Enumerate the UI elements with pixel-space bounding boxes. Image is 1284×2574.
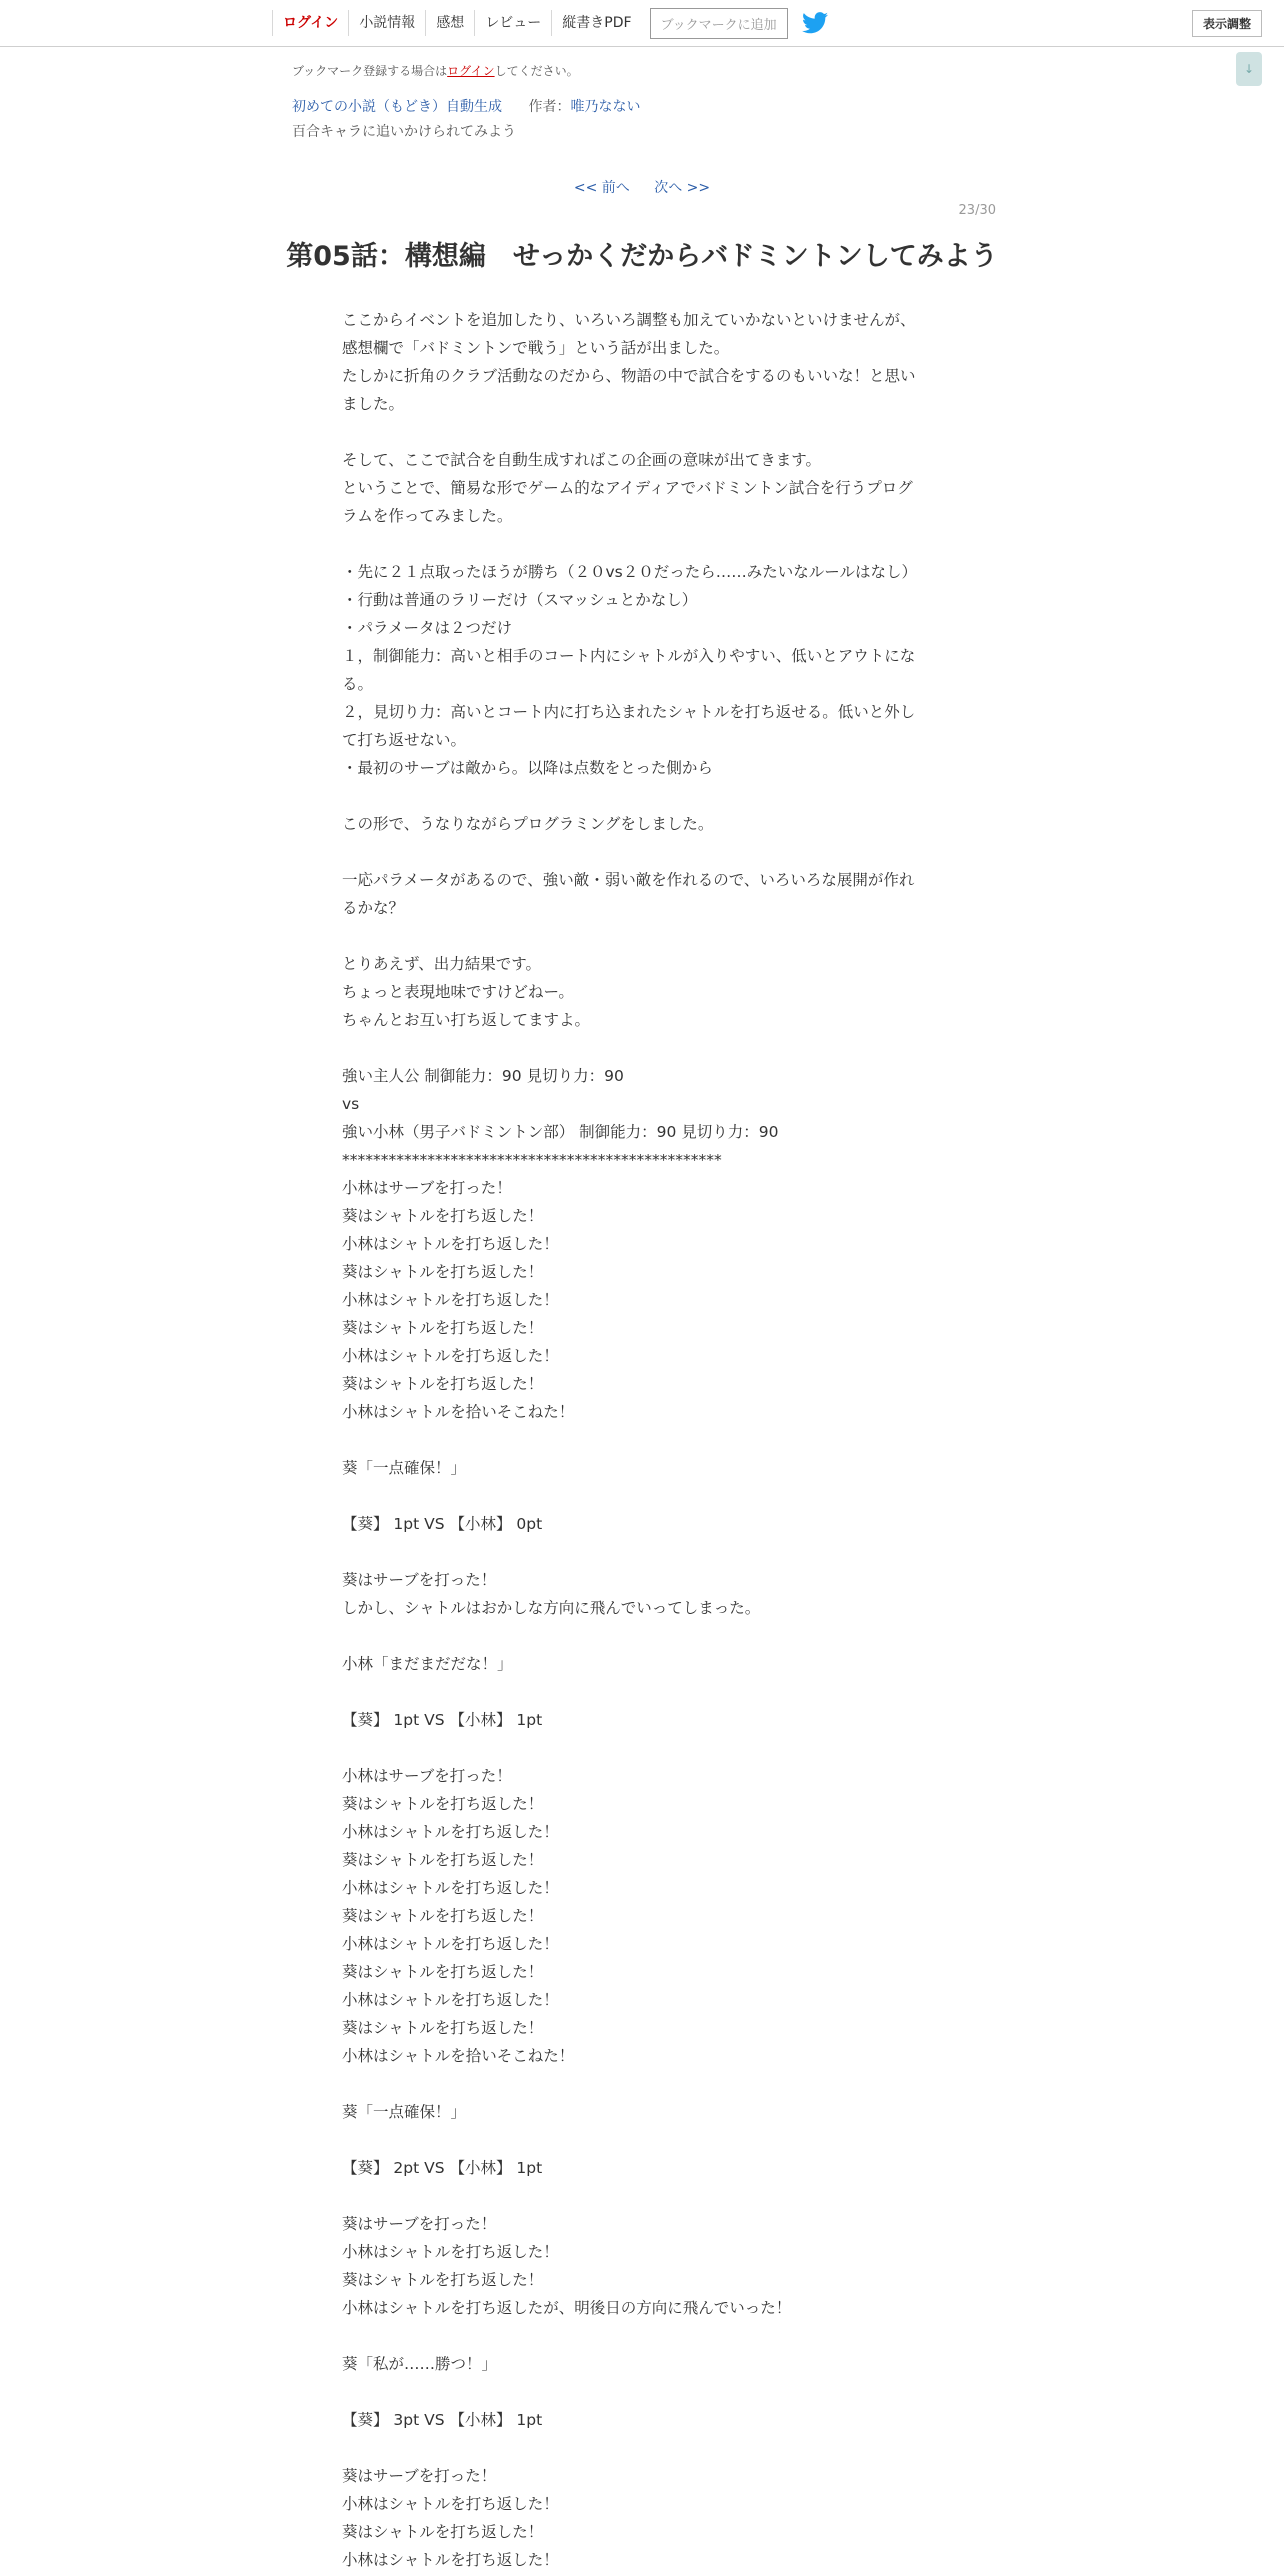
body-line: 葵はシャトルを打ち返した！ <box>342 1263 544 1281</box>
body-line: 小林はシャトルを打ち返した！ <box>342 1347 559 1365</box>
body-line: 葵はシャトルを打ち返した！ <box>342 1319 544 1337</box>
series-subtitle: 百合キャラに追いかけられてみよう <box>292 124 516 140</box>
body-line: 小林はシャトルを打ち返した！ <box>342 1235 559 1253</box>
nav-impressions-link[interactable]: 感想 <box>425 10 474 36</box>
body-line: この形で、うなりながらプログラミングをしました。 <box>342 815 714 833</box>
body-line: vs <box>342 1095 360 1113</box>
chapter-count: 23/30 <box>958 203 996 218</box>
body-line: 葵はシャトルを打ち返した！ <box>342 2523 544 2541</box>
body-line: 【葵】 3pt VS 【小林】 1pt <box>342 2411 543 2429</box>
body-line: 葵はシャトルを打ち返した！ <box>342 2019 544 2037</box>
blank-line <box>342 418 942 446</box>
body-line: 葵「私が……勝つ！」 <box>342 2355 498 2373</box>
body-line: るかな？ <box>342 899 405 917</box>
body-line: １，制御能力：高いと相手のコート内にシャトルが入りやすい、低いとアウトにな <box>342 647 916 665</box>
body-line: 【葵】 1pt VS 【小林】 0pt <box>342 1515 543 1533</box>
body-line: ラムを作ってみました。 <box>342 507 513 525</box>
notice-suffix: してください。 <box>494 64 579 78</box>
blank-line <box>342 1622 942 1650</box>
nav-vertical-pdf-link[interactable]: 縦書きPDF <box>551 10 641 36</box>
nav-login-link[interactable]: ログイン <box>272 10 348 36</box>
body-line: たしかに折角のクラブ活動なのだから、物語の中で試合をするのもいいな！と思い <box>342 367 916 385</box>
body-line: 葵はサーブを打った！ <box>342 2467 497 2485</box>
body-line: 【葵】 1pt VS 【小林】 1pt <box>342 1711 543 1729</box>
display-settings-button[interactable]: 表示調整 <box>1192 10 1262 37</box>
body-line: 小林はシャトルを打ち返した！ <box>342 2243 559 2261</box>
body-line: そして、ここで試合を自動生成すればこの企画の意味が出てきます。 <box>342 451 821 469</box>
body-line: 葵はシャトルを打ち返した！ <box>342 1963 544 1981</box>
body-line: ・先に２１点取ったほうが勝ち（２０vs２０だったら……みたいなルールはなし） <box>342 563 917 581</box>
blank-line <box>342 922 942 950</box>
body-line: 一応パラメータがあるので、強い敵・弱い敵を作れるので、いろいろな展開が作れ <box>342 871 915 889</box>
body-line: 葵はシャトルを打ち返した！ <box>342 1207 544 1225</box>
scroll-down-button[interactable]: ↓ <box>1236 52 1262 86</box>
body-line: 葵はサーブを打った！ <box>342 2215 497 2233</box>
body-line: ここからイベントを追加したり、いろいろ調整も加えていかないといけませんが、 <box>342 311 916 329</box>
body-line: 小林はシャトルを打ち返したが、明後日の方向に飛んでいった！ <box>342 2299 792 2317</box>
body-line: 小林はシャトルを打ち返した！ <box>342 1291 559 1309</box>
body-line: 葵はシャトルを打ち返した！ <box>342 1851 544 1869</box>
next-chapter-link[interactable]: 次へ >> <box>654 180 711 196</box>
blank-line <box>342 782 942 810</box>
body-line: 【葵】 2pt VS 【小林】 1pt <box>342 2159 543 2177</box>
notice-login-link[interactable]: ログイン <box>447 64 495 78</box>
blank-line <box>342 2126 942 2154</box>
top-nav <box>272 0 828 46</box>
body-line: る。 <box>342 675 374 693</box>
series-title-link[interactable]: 初めての小説（もどき）自動生成 <box>292 99 502 115</box>
body-line: 強い主人公 制御能力：90 見切り力：90 <box>342 1067 624 1085</box>
body-line: 葵はサーブを打った！ <box>342 1571 497 1589</box>
body-line: 小林はシャトルを打ち返した！ <box>342 1879 559 1897</box>
add-bookmark-button[interactable]: ブックマークに追加 <box>650 8 788 39</box>
body-line: 葵はシャトルを打ち返した！ <box>342 2271 544 2289</box>
chapter-title: 第05話：構想編 せっかくだからバドミントンしてみよう <box>286 241 998 272</box>
blank-line <box>342 2434 942 2462</box>
body-line: 小林はシャトルを拾いそこねた！ <box>342 1403 575 1421</box>
body-line: 小林はシャトルを打ち返した！ <box>342 1935 559 1953</box>
body-line: ました。 <box>342 395 405 413</box>
blank-line <box>342 2378 942 2406</box>
body-line: ちゃんとお互い打ち返してますよ。 <box>342 1011 591 1029</box>
blank-line <box>342 1482 942 1510</box>
body-line: しかし、シャトルはおかしな方向に飛んでいってしまった。 <box>342 1599 761 1617</box>
body-line: ・最初のサーブは敵から。以降は点数をとった側から <box>342 759 713 777</box>
blank-line <box>342 1538 942 1566</box>
body-line: 小林はサーブを打った！ <box>342 1179 512 1197</box>
top-bar <box>0 0 1284 47</box>
body-line: 小林はシャトルを打ち返した！ <box>342 2551 559 2569</box>
notice-prefix: ブックマーク登録する場合は <box>292 64 448 78</box>
blank-line <box>342 2322 942 2350</box>
body-line: とりあえず、出力結果です。 <box>342 955 542 973</box>
body-line: ちょっと表現地味ですけどねー。 <box>342 983 574 1001</box>
body-line: 小林はシャトルを打ち返した！ <box>342 1823 559 1841</box>
body-line: 葵「一点確保！」 <box>342 2103 467 2121</box>
prev-chapter-link[interactable]: << 前へ <box>573 180 630 196</box>
series-info <box>292 96 640 116</box>
body-line: 感想欄で「バドミントンで戦う」という話が出ました。 <box>342 339 730 357</box>
body-line: 小林はシャトルを打ち返した！ <box>342 2495 559 2513</box>
body-line: 強い小林（男子バドミントン部） 制御能力：90 見切り力：90 <box>342 1123 779 1141</box>
nav-novel-info-link[interactable]: 小説情報 <box>348 10 425 36</box>
body-line: て打ち返せない。 <box>342 731 467 749</box>
body-line: ・パラメータは２つだけ <box>342 619 513 637</box>
blank-line <box>342 1426 942 1454</box>
chapter-pager <box>0 177 1284 197</box>
body-line: 葵「一点確保！」 <box>342 1459 467 1477</box>
body-line: ・行動は普通のラリーだけ（スマッシュとかなし） <box>342 591 698 609</box>
body-line: 葵はシャトルを打ち返した！ <box>342 1795 544 1813</box>
blank-line <box>342 1734 942 1762</box>
body-line: 葵はシャトルを打ち返した！ <box>342 1375 544 1393</box>
body-line: 小林「まだまだだな！」 <box>342 1655 513 1673</box>
bookmark-login-notice <box>292 62 579 79</box>
body-line: 小林はサーブを打った！ <box>342 1767 512 1785</box>
blank-line <box>342 530 942 558</box>
blank-line <box>342 838 942 866</box>
blank-line <box>342 1678 942 1706</box>
body-line: ２，見切り力：高いとコート内に打ち込まれたシャトルを打ち返せる。低いと外し <box>342 703 916 721</box>
twitter-icon[interactable] <box>802 12 828 34</box>
blank-line <box>342 2182 942 2210</box>
body-line: 葵はシャトルを打ち返した！ <box>342 1907 544 1925</box>
blank-line <box>342 2070 942 2098</box>
author-label: 作者： <box>528 99 571 115</box>
body-line: ということで、簡易な形でゲーム的なアイディアでバドミントン試合を行うプログ <box>342 479 913 497</box>
body-line: 小林はシャトルを拾いそこねた！ <box>342 2047 575 2065</box>
body-line: ************************************************* <box>342 1151 722 1169</box>
author-link[interactable]: 唯乃なない <box>570 99 641 115</box>
blank-line <box>342 1034 942 1062</box>
nav-review-link[interactable]: レビュー <box>474 10 551 36</box>
body-line: 小林はシャトルを打ち返した！ <box>342 1991 559 2009</box>
chapter-body <box>342 306 942 2574</box>
